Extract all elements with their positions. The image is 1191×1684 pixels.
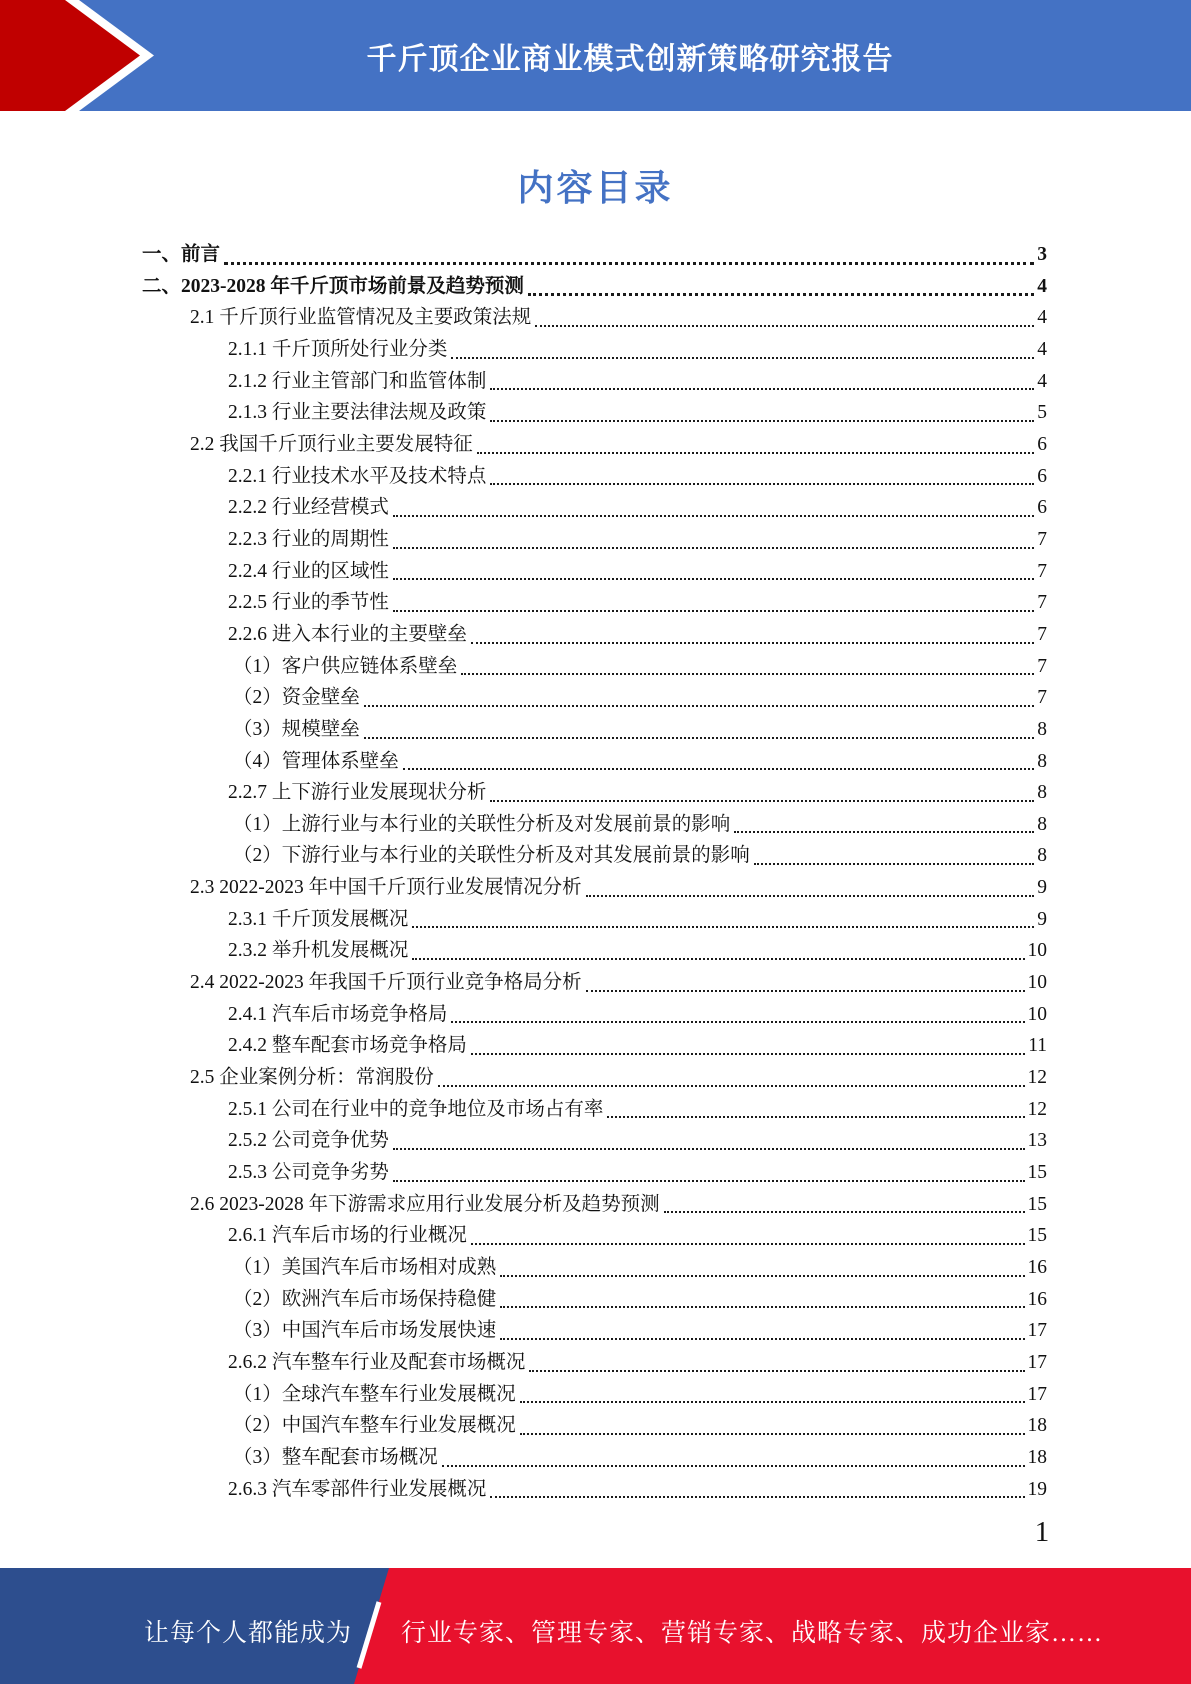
toc-entry-label: 2.2.4 行业的区域性 — [228, 560, 389, 582]
toc-dot-leader — [607, 1116, 1024, 1118]
toc-entry[interactable] — [142, 1094, 1047, 1126]
red-arrow-icon — [0, 0, 240, 111]
toc-entry-page: 17 — [1027, 1351, 1047, 1373]
toc-entry-label: （1）上游行业与本行业的关联性分析及对发展前景的影响 — [233, 813, 731, 835]
toc-entry[interactable] — [142, 904, 1047, 936]
toc-dot-leader — [500, 1275, 1024, 1277]
toc-entry[interactable] — [142, 1062, 1047, 1094]
toc-entry-page: 8 — [1037, 813, 1047, 835]
toc-entry-label: （1）全球汽车整车行业发展概况 — [233, 1383, 516, 1405]
toc-entry-label: （1）客户供应链体系壁垒 — [233, 655, 458, 677]
toc-entry-page: 7 — [1037, 623, 1047, 645]
toc-entry-label: （3）规模壁垒 — [233, 718, 360, 740]
toc-dot-leader — [393, 610, 1034, 612]
toc-entry-page: 6 — [1037, 497, 1047, 519]
toc-entry-label: 2.5.2 公司竞争优势 — [228, 1130, 389, 1152]
toc-entry[interactable] — [142, 1379, 1047, 1411]
toc-dot-leader — [393, 1148, 1025, 1150]
toc-entry-page: 15 — [1027, 1162, 1047, 1184]
toc-dot-leader — [490, 483, 1034, 485]
toc-entry-label: 2.4.1 汽车后市场竞争格局 — [228, 1003, 448, 1025]
toc-entry-label: 2.3.1 千斤顶发展概况 — [228, 908, 409, 930]
toc-dot-leader — [477, 452, 1034, 454]
toc-entry[interactable] — [142, 714, 1047, 746]
toc-entry-label: 2.2.6 进入本行业的主要壁垒 — [228, 623, 467, 645]
toc-dot-leader — [403, 768, 1034, 770]
toc-entry-label: 2.2.7 上下游行业发展现状分析 — [228, 782, 487, 804]
toc-dot-leader — [393, 547, 1034, 549]
toc-entry-page: 11 — [1028, 1035, 1047, 1057]
toc-dot-leader — [586, 895, 1035, 897]
toc-entry-label: （2）中国汽车整车行业发展概况 — [233, 1415, 516, 1437]
toc-entry[interactable] — [142, 840, 1047, 872]
toc-entry[interactable] — [142, 1030, 1047, 1062]
toc-entry-page: 10 — [1027, 1003, 1047, 1025]
toc-dot-leader — [393, 1180, 1025, 1182]
toc-entry-label: 2.3 2022-2023 年中国千斤顶行业发展情况分析 — [190, 877, 582, 899]
toc-entry[interactable] — [142, 619, 1047, 651]
toc-entry[interactable] — [142, 429, 1047, 461]
toc-dot-leader — [364, 737, 1034, 739]
toc-entry-page: 4 — [1037, 338, 1047, 360]
page-footer — [0, 1568, 1191, 1684]
toc-entry-label: （3）整车配套市场概况 — [233, 1446, 438, 1468]
toc-entry[interactable] — [142, 587, 1047, 619]
footer-slogan-left: 让每个人都能成为 — [143, 1620, 352, 1647]
toc-entry[interactable] — [142, 1252, 1047, 1284]
toc-entry-page: 19 — [1027, 1478, 1047, 1500]
toc-entry-page: 16 — [1027, 1288, 1047, 1310]
toc-entry[interactable] — [142, 682, 1047, 714]
toc-entry[interactable] — [142, 366, 1047, 398]
toc-entry-page: 7 — [1037, 687, 1047, 709]
toc-entry-label: 2.6.3 汽车零部件行业发展概况 — [228, 1478, 487, 1500]
toc-entry[interactable] — [142, 556, 1047, 588]
footer-slogan-right: 行业专家、管理专家、营销专家、战略专家、成功企业家…… — [401, 1620, 1104, 1647]
toc-entry-page: 8 — [1037, 718, 1047, 740]
toc-dot-leader — [500, 1338, 1024, 1340]
toc-dot-leader — [520, 1433, 1025, 1435]
toc-entry-label: 2.1.2 行业主管部门和监管体制 — [228, 370, 487, 392]
toc-entry-label: 2.6 2023-2028 年下游需求应用行业发展分析及趋势预测 — [190, 1193, 660, 1215]
toc-entry-page: 7 — [1037, 592, 1047, 614]
toc-entry[interactable] — [142, 967, 1047, 999]
toc-entry-page: 13 — [1027, 1130, 1047, 1152]
toc-entry-page: 7 — [1037, 560, 1047, 582]
toc-entry-page: 9 — [1037, 877, 1047, 899]
toc-dot-leader — [500, 1306, 1024, 1308]
toc-entry-page: 16 — [1027, 1257, 1047, 1278]
toc-entry[interactable] — [142, 1474, 1047, 1506]
toc-dot-leader — [490, 420, 1034, 422]
toc-entry-label: 2.2.3 行业的周期性 — [228, 528, 389, 550]
toc-entry-page: 18 — [1027, 1446, 1047, 1468]
toc-entry-label: 2.1.3 行业主要法律法规及政策 — [228, 402, 487, 424]
toc-entry-page: 15 — [1027, 1193, 1047, 1215]
toc-dot-leader — [490, 800, 1034, 802]
toc-entry-label: 2.5.1 公司在行业中的竞争地位及市场占有率 — [228, 1098, 604, 1120]
toc-entry-page: 12 — [1027, 1067, 1047, 1089]
toc-dot-leader — [451, 1021, 1024, 1023]
toc-dot-leader — [442, 1465, 1025, 1467]
toc-entry[interactable] — [142, 1220, 1047, 1252]
toc-entry[interactable] — [142, 1442, 1047, 1474]
toc-entry[interactable] — [142, 1410, 1047, 1442]
toc-entry[interactable] — [142, 397, 1047, 429]
toc-heading: 内容目录 — [517, 168, 674, 208]
toc-dot-leader — [734, 831, 1034, 833]
toc-entry[interactable] — [142, 334, 1047, 366]
toc-entry[interactable] — [142, 651, 1047, 683]
toc-dot-leader — [528, 293, 1034, 296]
toc-entry[interactable] — [142, 302, 1047, 334]
toc-entry[interactable] — [142, 461, 1047, 493]
toc-dot-leader — [520, 1401, 1025, 1403]
toc-entry-label: （2）资金壁垒 — [233, 687, 360, 709]
toc-entry-label: 2.5 企业案例分析：常润股份 — [190, 1067, 434, 1089]
toc-dot-leader — [461, 673, 1034, 675]
toc-dot-leader — [438, 1085, 1025, 1087]
toc-entry[interactable] — [142, 999, 1047, 1031]
toc-list — [142, 239, 1047, 1505]
toc-dot-leader — [364, 705, 1034, 707]
toc-entry-label: 2.2.5 行业的季节性 — [228, 592, 389, 614]
toc-dot-leader — [490, 1496, 1024, 1498]
toc-entry-page: 17 — [1027, 1383, 1047, 1405]
toc-entry-label: 一、前言 — [142, 244, 221, 265]
toc-dot-leader — [471, 642, 1034, 644]
toc-entry-label: 2.6.1 汽车后市场的行业概况 — [228, 1225, 467, 1247]
toc-entry-label: 2.4 2022-2023 年我国千斤顶行业竞争格局分析 — [190, 972, 582, 994]
toc-entry-page: 5 — [1037, 402, 1047, 424]
toc-entry-label: （3）中国汽车后市场发展快速 — [233, 1320, 497, 1342]
toc-entry-label: 2.2.2 行业经营模式 — [228, 497, 389, 519]
toc-entry-page: 10 — [1027, 940, 1047, 962]
toc-entry-label: （2）下游行业与本行业的关联性分析及对其发展前景的影响 — [233, 845, 750, 867]
toc-entry-page: 8 — [1037, 782, 1047, 804]
toc-dot-leader — [529, 1370, 1024, 1372]
toc-entry[interactable] — [142, 1189, 1047, 1221]
toc-dot-leader — [224, 262, 1034, 265]
toc-entry[interactable] — [142, 777, 1047, 809]
toc-entry-label: （1）美国汽车后市场相对成熟 — [233, 1257, 497, 1278]
toc-entry[interactable] — [142, 524, 1047, 556]
toc-entry[interactable] — [142, 935, 1047, 967]
toc-dot-leader — [535, 325, 1034, 327]
toc-entry[interactable] — [142, 872, 1047, 904]
toc-entry-label: 2.4.2 整车配套市场竞争格局 — [228, 1035, 467, 1057]
page-number: 1 — [1034, 1516, 1050, 1548]
toc-entry[interactable] — [142, 1347, 1047, 1379]
toc-entry-page: 10 — [1027, 972, 1047, 994]
toc-entry-label: 2.2.1 行业技术水平及技术特点 — [228, 465, 487, 487]
toc-entry-label: 二、2023-2028 年千斤顶市场前景及趋势预测 — [142, 275, 524, 297]
toc-entry-label: （4）管理体系壁垒 — [233, 750, 399, 772]
toc-entry[interactable] — [142, 1157, 1047, 1189]
toc-entry-label: 2.5.3 公司竞争劣势 — [228, 1162, 389, 1184]
toc-dot-leader — [412, 926, 1034, 928]
toc-entry-page: 18 — [1027, 1415, 1047, 1437]
toc-dot-leader — [393, 515, 1034, 517]
toc-entry-page: 12 — [1027, 1098, 1047, 1120]
toc-dot-leader — [471, 1243, 1025, 1245]
toc-dot-leader — [471, 1053, 1025, 1055]
report-title: 千斤顶企业商业模式创新策略研究报告 — [366, 42, 894, 76]
toc-entry-page: 15 — [1027, 1225, 1047, 1247]
toc-entry-page: 3 — [1037, 244, 1047, 265]
toc-entry[interactable] — [142, 1315, 1047, 1347]
toc-dot-leader — [451, 357, 1034, 359]
toc-entry-label: 2.3.2 举升机发展概况 — [228, 940, 409, 962]
toc-dot-leader — [412, 958, 1024, 960]
toc-entry-page: 9 — [1037, 908, 1047, 930]
toc-entry[interactable] — [142, 746, 1047, 778]
toc-entry[interactable] — [142, 239, 1047, 271]
toc-entry-label: 2.6.2 汽车整车行业及配套市场概况 — [228, 1351, 526, 1373]
toc-entry[interactable] — [142, 271, 1047, 303]
toc-entry-page: 17 — [1027, 1320, 1047, 1342]
toc-dot-leader — [754, 863, 1034, 865]
toc-entry-page: 6 — [1037, 433, 1047, 455]
toc-entry[interactable] — [142, 809, 1047, 841]
toc-entry-label: 2.2 我国千斤顶行业主要发展特征 — [190, 433, 473, 455]
toc-dot-leader — [490, 388, 1034, 390]
toc-entry-page: 7 — [1037, 528, 1047, 550]
toc-entry-page: 8 — [1037, 845, 1047, 867]
toc-entry-label: 2.1 千斤顶行业监管情况及主要政策法规 — [190, 307, 532, 329]
toc-dot-leader — [586, 990, 1025, 992]
toc-entry-page: 8 — [1037, 750, 1047, 772]
toc-entry-label: 2.1.1 千斤顶所处行业分类 — [228, 338, 448, 360]
toc-entry[interactable] — [142, 1284, 1047, 1316]
toc-entry-page: 6 — [1037, 465, 1047, 487]
toc-entry-page: 4 — [1037, 370, 1047, 392]
toc-entry-page: 4 — [1037, 307, 1047, 329]
toc-entry[interactable] — [142, 1125, 1047, 1157]
toc-dot-leader — [664, 1211, 1025, 1213]
toc-dot-leader — [393, 578, 1034, 580]
report-header — [0, 0, 1191, 111]
toc-entry-page: 7 — [1037, 655, 1047, 677]
toc-entry-label: （2）欧洲汽车后市场保持稳健 — [233, 1288, 497, 1310]
toc-entry-page: 4 — [1037, 275, 1047, 297]
toc-entry[interactable] — [142, 492, 1047, 524]
